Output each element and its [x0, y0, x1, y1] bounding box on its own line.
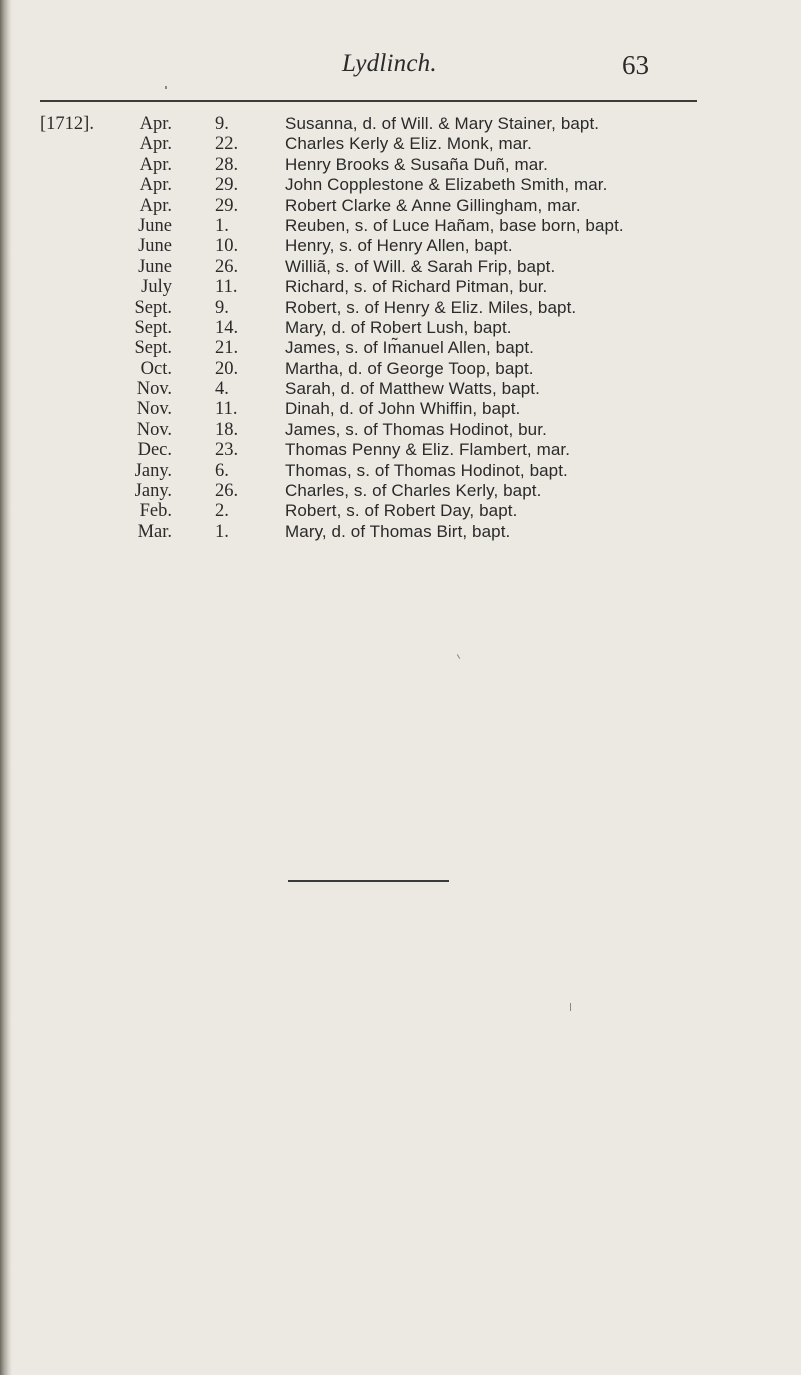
- entry-record: Susanna, d. of Will. & Mary Stainer, bapt.: [285, 114, 600, 133]
- entry-record: Mary, d. of Robert Lush, bapt.: [285, 317, 512, 337]
- entry-day: 23.: [215, 440, 239, 461]
- register-entry: [0, 155, 801, 175]
- register-entry: [0, 440, 801, 460]
- entry-month: Sept.: [134, 338, 172, 359]
- entry-record: Martha, d. of George Toop, bapt.: [285, 358, 534, 378]
- register-entry: [0, 277, 801, 297]
- entry-month: June: [138, 256, 172, 277]
- entry-month: Sept.: [134, 317, 172, 338]
- entry-day: 10.: [215, 236, 239, 257]
- entry-month: Mar.: [137, 521, 172, 542]
- entry-record: Henry Brooks & Susaña Duñ, mar.: [285, 154, 548, 174]
- entry-day: 1.: [215, 521, 229, 542]
- register-entry: [0, 196, 801, 216]
- entry-month: June: [138, 215, 172, 236]
- entry-month: Nov.: [136, 419, 172, 440]
- entry-month: July: [141, 277, 172, 298]
- entry-record: Charles, s. of Charles Kerly, bapt.: [285, 481, 542, 501]
- page-header: [0, 50, 801, 90]
- entry-day: 11.: [215, 277, 238, 298]
- entry-day: 2.: [215, 501, 229, 522]
- register-entry: [0, 420, 801, 440]
- entry-month: Apr.: [139, 114, 172, 134]
- entry-day: 29.: [215, 195, 239, 216]
- register-entry: [0, 399, 801, 419]
- entry-record: Thomas, s. of Thomas Hodinot, bapt.: [285, 460, 568, 480]
- register-entry: [0, 338, 801, 358]
- entry-day: 28.: [215, 154, 239, 175]
- entry-day: 21.: [215, 338, 239, 359]
- register-entry: [0, 461, 801, 481]
- entry-day: 9.: [215, 114, 229, 134]
- entry-month: Nov.: [136, 379, 172, 400]
- entry-month: Jany.: [134, 460, 172, 481]
- entry-day: 22.: [215, 134, 239, 155]
- entry-day: 1.: [215, 215, 229, 236]
- register-entry: [0, 379, 801, 399]
- entry-record: John Copplestone & Elizabeth Smith, mar.: [285, 175, 608, 195]
- entry-month: Apr.: [139, 175, 172, 196]
- entry-month: Apr.: [139, 154, 172, 175]
- entry-day: 26.: [215, 481, 239, 502]
- entry-day: 29.: [215, 175, 239, 196]
- entry-day: 14.: [215, 317, 239, 338]
- entry-month: Sept.: [134, 297, 172, 318]
- register-entry: [0, 114, 801, 134]
- entry-day: 6.: [215, 460, 229, 481]
- register-entry: [0, 359, 801, 379]
- header-rule: [40, 100, 697, 102]
- entry-record: Richard, s. of Richard Pitman, bur.: [285, 277, 548, 297]
- entry-day: 9.: [215, 297, 229, 318]
- entry-record: James, s. of Thomas Hodinot, bur.: [285, 419, 547, 439]
- print-speck: [165, 86, 167, 89]
- entry-record: Williã, s. of Will. & Sarah Frip, bapt.: [285, 256, 556, 276]
- register-entry: [0, 501, 801, 521]
- entry-day: 4.: [215, 379, 229, 400]
- entry-month: Dec.: [137, 440, 172, 461]
- register-entry: [0, 481, 801, 501]
- entry-record: Charles Kerly & Eliz. Monk, mar.: [285, 134, 532, 154]
- entry-day: 18.: [215, 419, 239, 440]
- entry-day: 11.: [215, 399, 238, 420]
- print-speck: [570, 1003, 571, 1011]
- entry-day: 26.: [215, 256, 239, 277]
- entry-month: Oct.: [140, 358, 172, 379]
- entry-month: Apr.: [139, 134, 172, 155]
- entry-record: Mary, d. of Thomas Birt, bapt.: [285, 521, 511, 541]
- register-entry: [0, 522, 801, 542]
- register-entry: [0, 175, 801, 195]
- register-entry: [0, 236, 801, 256]
- page-number: 63: [622, 50, 649, 80]
- entry-month: Nov.: [136, 399, 172, 420]
- register-entries: [0, 114, 801, 542]
- entry-record: Thomas Penny & Eliz. Flambert, mar.: [285, 440, 571, 460]
- register-entry: [0, 216, 801, 236]
- entry-month: Apr.: [139, 195, 172, 216]
- register-entry: [0, 134, 801, 154]
- entry-day: 20.: [215, 358, 239, 379]
- entry-month: Jany.: [134, 481, 172, 502]
- entry-record: Robert, s. of Henry & Eliz. Miles, bapt.: [285, 297, 577, 317]
- entry-record: Robert Clarke & Anne Gillingham, mar.: [285, 195, 581, 215]
- entry-record: Reuben, s. of Luce Hañam, base born, bapt.: [285, 215, 624, 235]
- entry-record: Henry, s. of Henry Allen, bapt.: [285, 236, 513, 256]
- end-rule: [288, 880, 449, 882]
- entry-month: Feb.: [139, 501, 172, 522]
- entry-record: Sarah, d. of Matthew Watts, bapt.: [285, 379, 540, 399]
- register-entry: [0, 318, 801, 338]
- entry-record: Dinah, d. of John Whiffin, bapt.: [285, 399, 521, 419]
- register-entry: [0, 298, 801, 318]
- print-speck: [457, 654, 460, 659]
- register-entry: [0, 257, 801, 277]
- entry-record: James, s. of Im̃anuel Allen, bapt.: [285, 338, 534, 358]
- running-title: Lydlinch.: [342, 50, 437, 77]
- entry-record: Robert, s. of Robert Day, bapt.: [285, 501, 518, 521]
- year-label: [1712].: [40, 114, 94, 134]
- entry-month: June: [138, 236, 172, 257]
